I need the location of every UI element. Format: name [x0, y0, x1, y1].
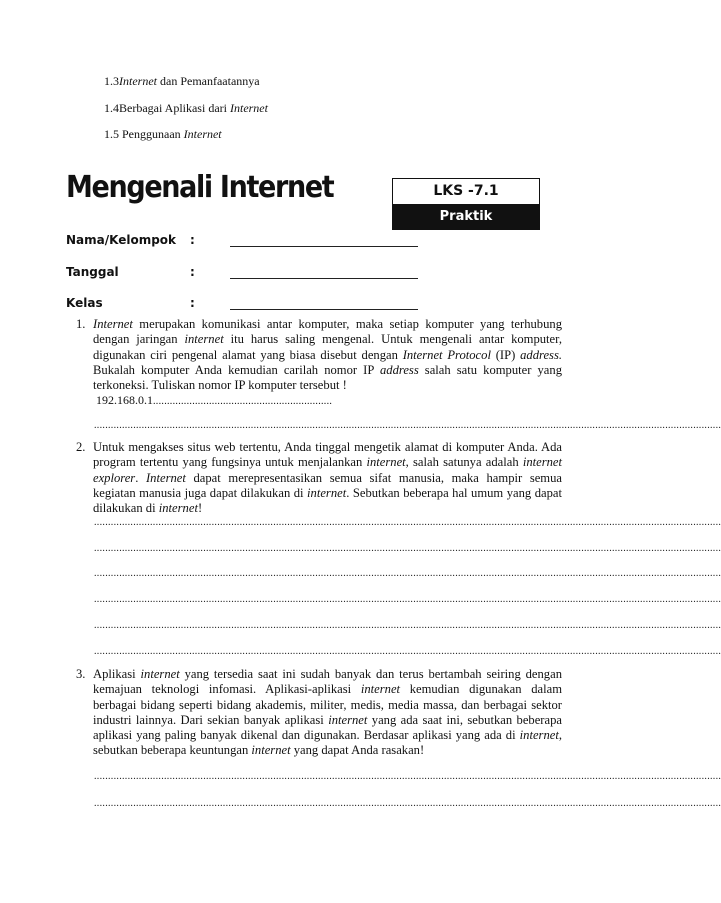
answer-line[interactable]: ................................................................................................................................................................................................................................	[94, 646, 721, 657]
lks-box	[392, 178, 540, 230]
field-label: Tanggal	[66, 265, 119, 279]
toc-item-1-4: 1.4Berbagai Aplikasi dari Internet	[104, 101, 268, 115]
question-number: 3.	[76, 667, 86, 681]
question-1	[76, 317, 562, 393]
field-kelas	[66, 296, 426, 314]
question-text: Aplikasi internet yang tersedia saat ini sudah banyak dan terus bertambah seiring dengan kemajuan teknologi infomasi. Aplikasi-aplikasi internet kemudian digunakan dalam berbagai bidang seperti bidang akademis, militer, medis, media massa, dan berbagai sektor industri lainnya. Dari sekian banyak aplikasi internet yang ada saat ini, sebutkan beberapa aplikasi yang paling banyak dikenal dan digunakan. Berdasar aplikasi yang ada di internet, sebutkan beberapa keuntungan internet yang dapat Anda rasakan!	[93, 667, 562, 758]
field-label: Kelas	[66, 296, 103, 310]
question-number: 2.	[76, 440, 86, 454]
question-number: 1.	[76, 317, 86, 331]
answer-line[interactable]: ................................................................................................................................................................................................................................	[94, 517, 721, 528]
field-nama-kelompok	[66, 233, 426, 251]
answer-1-value: 192.168.0.1................................................................	[96, 393, 333, 407]
field-colon: :	[190, 265, 195, 279]
answer-line[interactable]: ................................................................................................................................................................................................................................	[94, 798, 721, 809]
lks-type: Praktik	[393, 204, 539, 229]
field-colon: :	[190, 296, 195, 310]
question-text: Internet merupakan komunikasi antar komputer, maka setiap komputer yang terhubung dengan jaringan internet itu harus saling mengenal. Untuk mengenali antar komputer, digunakan ciri pengenal alamat yang biasa disebut dengan Internet Protocol (IP) address. Bukalah komputer Anda kemudian carilah nomor IP address salah satu komputer yang terkoneksi. Tuliskan nomor IP komputer tersebut !	[93, 317, 562, 393]
field-label: Nama/Kelompok	[66, 233, 177, 247]
field-tanggal	[66, 265, 426, 283]
field-blank-line[interactable]	[230, 309, 418, 310]
question-2	[76, 440, 562, 516]
worksheet-title: Mengenali Internet	[66, 170, 334, 205]
answer-line[interactable]: ................................................................................................................................................................................................................................	[94, 620, 721, 631]
field-colon: :	[190, 233, 195, 247]
question-text: Untuk mengakses situs web tertentu, Anda tinggal mengetik alamat di komputer Anda. Ada program tertentu yang fungsinya untuk menjalankan internet, salah satunya adalah internet explorer. Internet dapat merepresentasikan semua sifat manusia, maka hampir semua kegiatan manusia juga dapat dilakukan di internet. Sebutkan beberapa hal umum yang dapat dilakukan di internet!	[93, 440, 562, 516]
answer-line[interactable]: ................................................................................................................................................................................................................................	[94, 420, 721, 431]
field-blank-line[interactable]	[230, 246, 418, 247]
lks-code: LKS -7.1	[433, 183, 499, 199]
answer-line[interactable]: ................................................................................................................................................................................................................................	[94, 543, 721, 554]
field-blank-line[interactable]	[230, 278, 418, 279]
answer-line[interactable]: ................................................................................................................................................................................................................................	[94, 771, 721, 782]
answer-line[interactable]: ................................................................................................................................................................................................................................	[94, 594, 721, 605]
answer-line[interactable]: ................................................................................................................................................................................................................................	[94, 568, 721, 579]
toc-item-1-3: 1.3Internet dan Pemanfaatannya	[104, 74, 260, 88]
question-3	[76, 667, 562, 759]
toc-item-1-5: 1.5 Penggunaan Internet	[104, 127, 222, 141]
